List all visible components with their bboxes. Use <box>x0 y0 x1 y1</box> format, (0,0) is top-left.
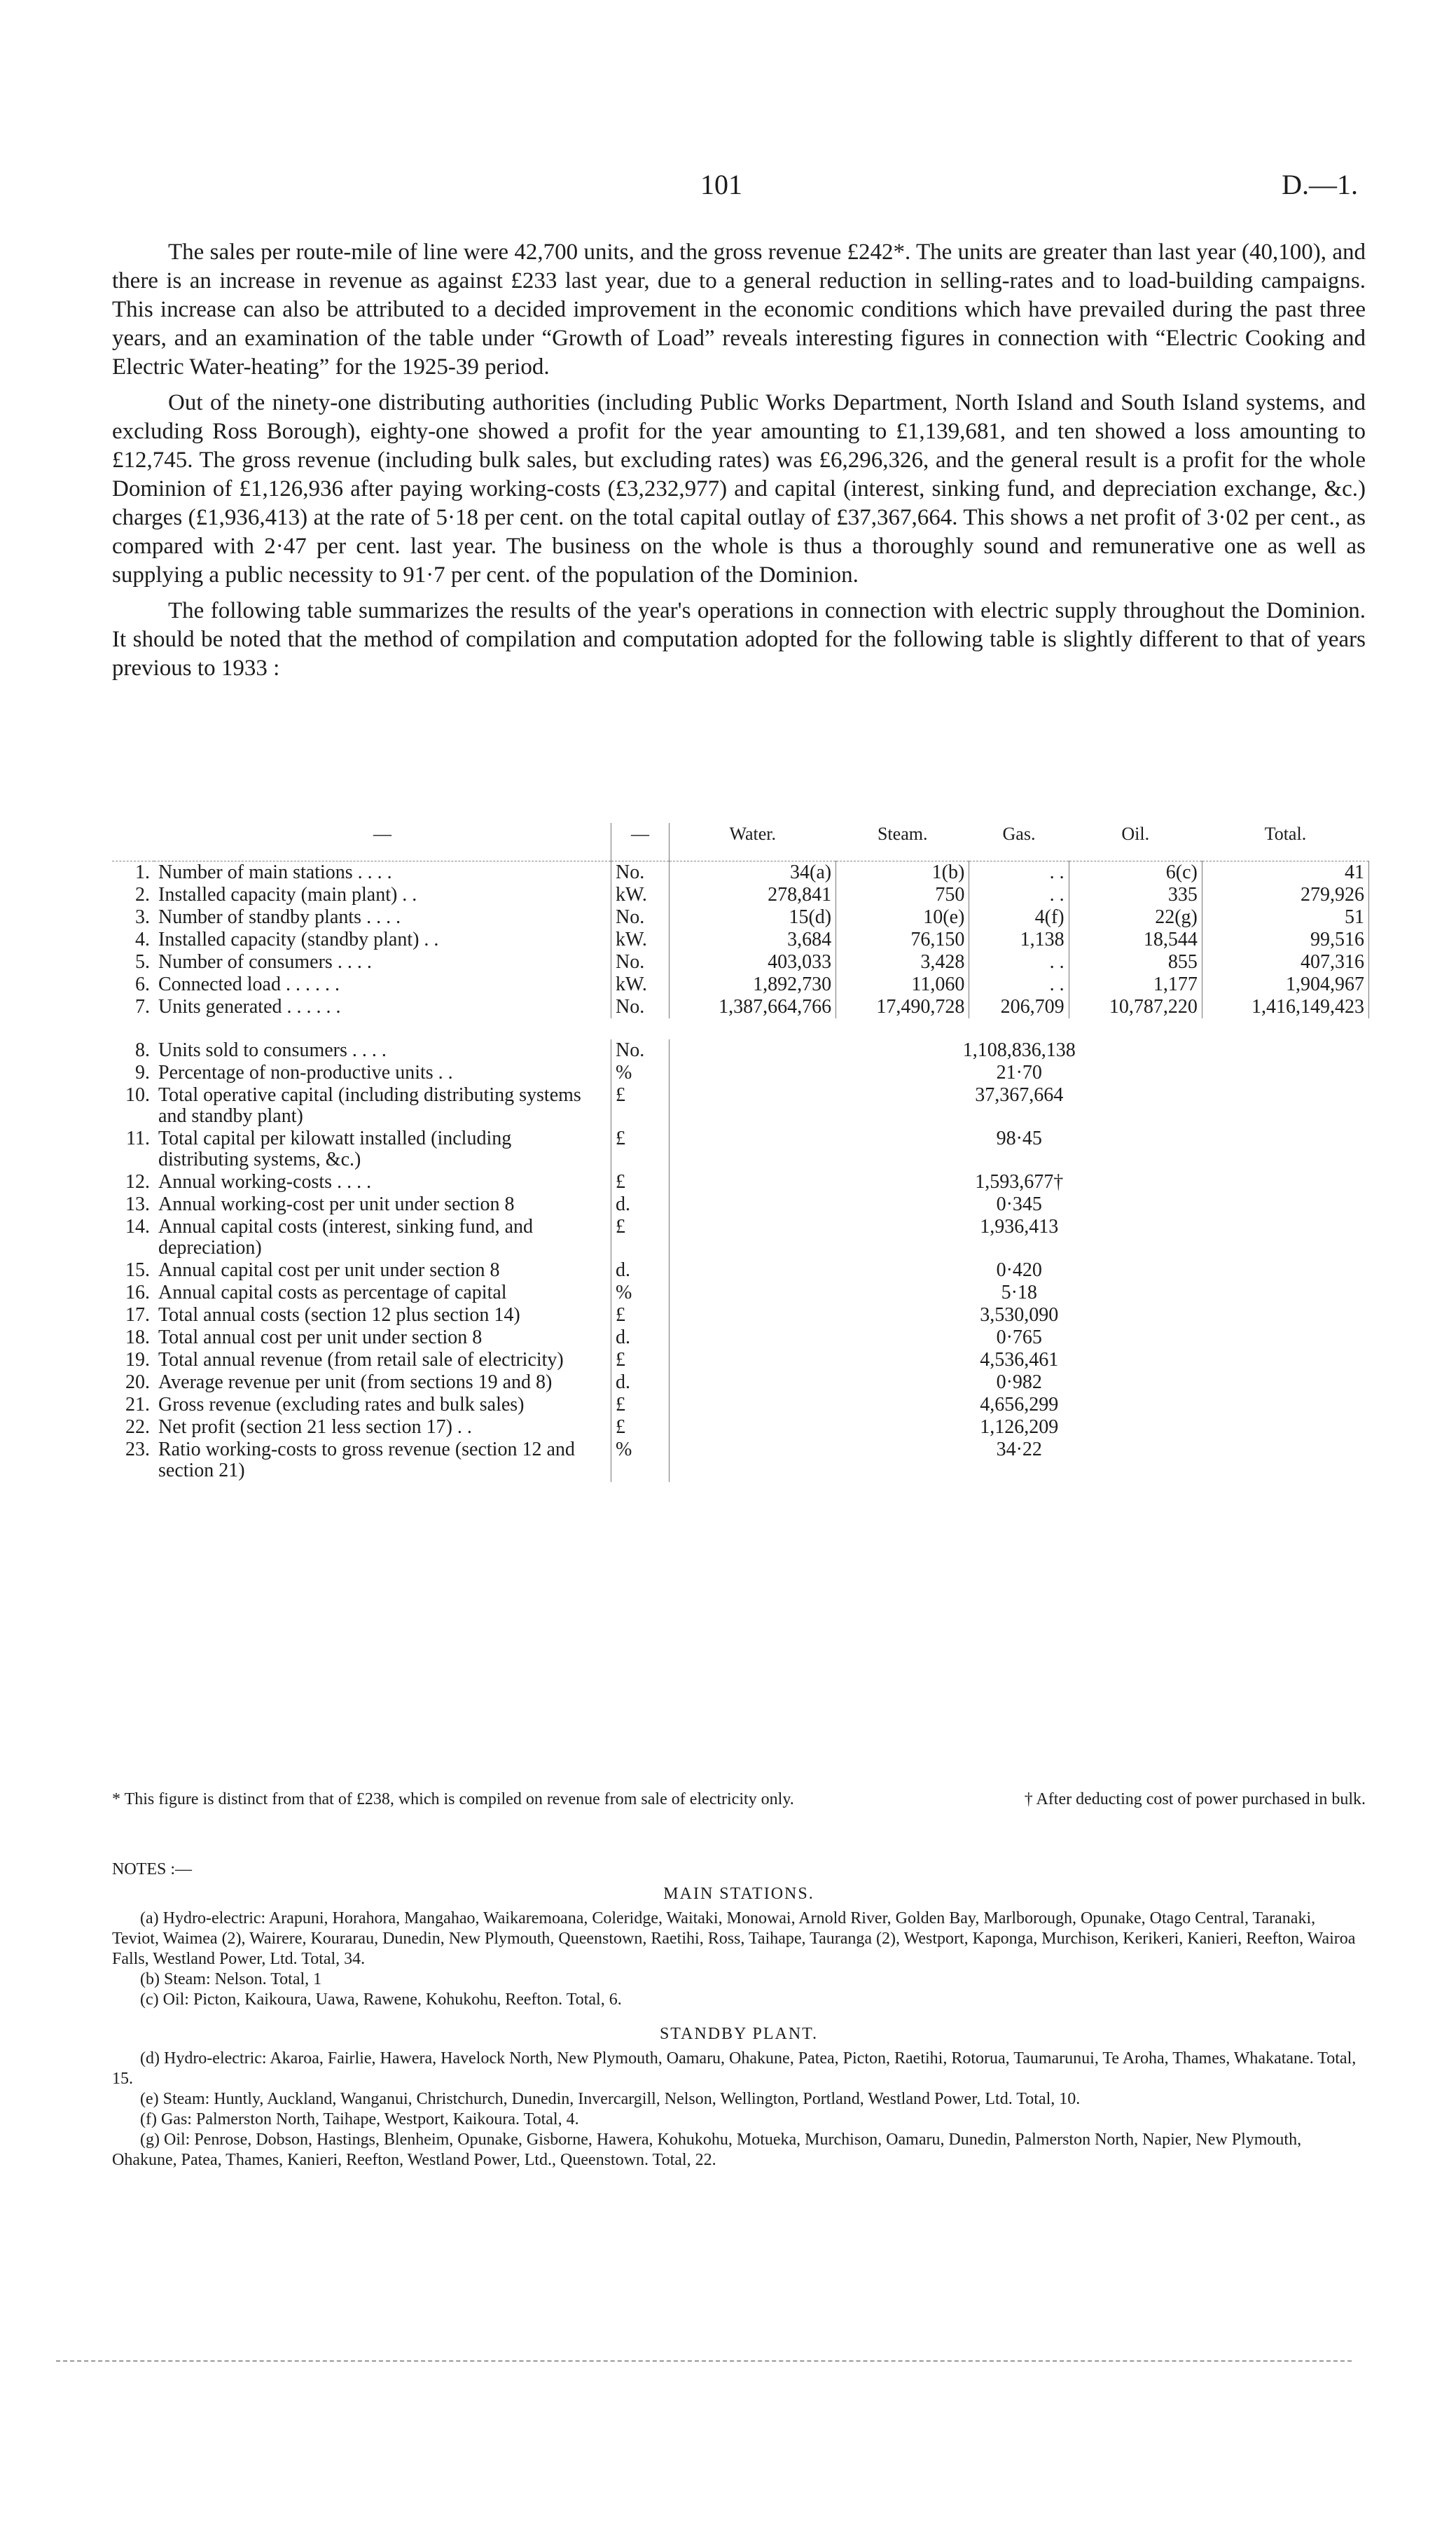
row-unit: No. <box>611 996 670 1018</box>
combined-value: 37,367,664 <box>975 1084 1064 1106</box>
document-reference: D.—1. <box>1282 169 1358 200</box>
table-row <box>112 1084 1369 1128</box>
row-number: 23. <box>125 1439 150 1460</box>
row-unit: No. <box>611 906 670 929</box>
row-label: Number of consumers . . . . <box>158 951 372 973</box>
combined-value: 21·70 <box>996 1062 1042 1083</box>
oil-value: 855 <box>1069 951 1202 974</box>
water-value: 34(a) <box>670 861 836 885</box>
row-label: Percentage of non-productive units . . <box>158 1062 453 1083</box>
table-row <box>112 1216 1369 1259</box>
row-unit: d. <box>611 1327 670 1349</box>
combined-value: 98·45 <box>996 1128 1042 1149</box>
row-unit: £ <box>611 1394 670 1416</box>
total-value: 41 <box>1202 861 1368 885</box>
table-row <box>112 1128 1369 1171</box>
row-number: 13. <box>125 1193 150 1215</box>
table-row <box>112 1193 1369 1216</box>
total-value: 407,316 <box>1202 951 1368 974</box>
table-row <box>112 1282 1369 1304</box>
col-header-unit: — <box>611 823 670 861</box>
col-header-water: Water. <box>670 823 836 861</box>
row-label: Average revenue per unit (from sections 19 and 8) <box>158 1371 553 1393</box>
water-value: 3,684 <box>670 929 836 951</box>
row-number: 20. <box>125 1371 150 1393</box>
row-number: 22. <box>125 1416 150 1438</box>
bottom-rule <box>56 2360 1352 2362</box>
water-value: 278,841 <box>670 884 836 906</box>
combined-value: 1,593,677† <box>975 1171 1064 1193</box>
oil-value: 1,177 <box>1069 974 1202 996</box>
combined-value: 5·18 <box>1001 1282 1037 1303</box>
col-header-total: Total. <box>1202 823 1368 861</box>
water-value: 403,033 <box>670 951 836 974</box>
row-number: 12. <box>125 1171 150 1193</box>
row-unit: £ <box>611 1349 670 1371</box>
row-label: Annual capital costs as percentage of capital <box>158 1282 507 1303</box>
row-label: Number of main stations . . . . <box>158 861 392 883</box>
col-header-gas: Gas. <box>969 823 1069 861</box>
row-number: 1. <box>135 861 150 883</box>
combined-value: 0·982 <box>996 1371 1042 1393</box>
steam-value: 750 <box>836 884 969 906</box>
row-label: Annual working-cost per unit under section 8 <box>158 1193 515 1215</box>
combined-value: 0·765 <box>996 1327 1042 1348</box>
total-value: 1,416,149,423 <box>1202 996 1368 1018</box>
row-label: Units sold to consumers . . . . <box>158 1039 387 1061</box>
oil-value: 6(c) <box>1069 861 1202 885</box>
row-label: Annual capital cost per unit under section 8 <box>158 1259 500 1281</box>
row-label: Total annual cost per unit under section 8 <box>158 1327 483 1348</box>
row-label: Annual capital costs (interest, sinking fund, and depreciation) <box>158 1216 533 1259</box>
row-unit: £ <box>611 1128 670 1171</box>
table-row <box>112 1171 1369 1193</box>
combined-value: 1,126,209 <box>980 1416 1059 1438</box>
page-header <box>0 168 1456 210</box>
row-unit: kW. <box>611 974 670 996</box>
row-unit: £ <box>611 1216 670 1259</box>
footnote-dagger: † After deducting cost of power purchased in bulk. <box>1024 1790 1366 1808</box>
summary-table <box>112 823 1369 1482</box>
water-value: 1,387,664,766 <box>670 996 836 1018</box>
steam-value: 17,490,728 <box>836 996 969 1018</box>
note-e: (e) Steam: Huntly, Auckland, Wanganui, Christchurch, Dunedin, Invercargill, Nelson, Wellington, Portland, Westland Power, Ltd. Total, 10. <box>140 2090 1081 2108</box>
row-unit: No. <box>611 861 670 885</box>
row-number: 4. <box>135 929 150 950</box>
table-row <box>112 1062 1369 1084</box>
col-header-oil: Oil. <box>1069 823 1202 861</box>
note-b: (b) Steam: Nelson. Total, 1 <box>140 1970 322 1988</box>
steam-value: 10(e) <box>836 906 969 929</box>
total-value: 279,926 <box>1202 884 1368 906</box>
table-row <box>112 1327 1369 1349</box>
row-label: Installed capacity (standby plant) . . <box>158 929 439 950</box>
combined-value: 4,656,299 <box>980 1394 1059 1415</box>
notes-label: NOTES :— <box>112 1860 192 1878</box>
row-label: Number of standby plants . . . . <box>158 906 401 928</box>
table-row <box>112 929 1369 951</box>
row-label: Total operative capital (including distributing systems and standby plant) <box>158 1084 581 1127</box>
table-row <box>112 1439 1369 1482</box>
footnote-star: * This figure is distinct from that of £238, which is compiled on revenue from sale of electricity only. † After deducting cost of power purchased in bulk. <box>112 1790 1366 1808</box>
note-c: (c) Oil: Picton, Kaikoura, Uawa, Rawene, Kohukohu, Reefton. Total, 6. <box>140 1990 622 2009</box>
steam-value: 1(b) <box>836 861 969 885</box>
page-number: 101 <box>700 169 742 200</box>
row-unit: d. <box>611 1259 670 1282</box>
paragraph: The sales per route-mile of line were 42,700 units, and the gross revenue £242*. The units are greater than last year (40,100), and there is an increase in revenue as against £233 last year, due to a general reduction in selling-rates and to load-building campaigns. This increase can also be attributed to a decided improvement in the economic conditions which have prevailed during the past three years, and an examination of the table under “Growth of Load” reveals interesting figures in connection with “Electric Cooking and Electric Water-heating” for the 1925-39 period. <box>112 240 1366 380</box>
standby-plant-heading: STANDBY PLANT. <box>659 2025 819 2043</box>
table-row <box>112 1304 1369 1327</box>
row-label: Net profit (section 21 less section 17) . . <box>158 1416 472 1438</box>
gas-value: 206,709 <box>969 996 1069 1018</box>
table-row <box>112 974 1369 996</box>
row-number: 21. <box>125 1394 150 1415</box>
oil-value: 22(g) <box>1069 906 1202 929</box>
steam-value: 3,428 <box>836 951 969 974</box>
table-row <box>112 1416 1369 1439</box>
table-row <box>112 1259 1369 1282</box>
row-number: 2. <box>135 884 150 906</box>
row-number: 10. <box>125 1084 150 1106</box>
row-number: 18. <box>125 1327 150 1348</box>
notes-section <box>112 1860 1366 2170</box>
table-row <box>112 906 1369 929</box>
main-stations-heading: MAIN STATIONS. <box>663 1885 814 1903</box>
note-g: (g) Oil: Penrose, Dobson, Hastings, Blenheim, Opunake, Gisborne, Hawera, Kohukohu, Motueka, Murchison, Oamaru, Dunedin, Palmerston North, Napier, New Plymouth, Ohakune, Patea, Thames, Kanieri, Reefton, Westland Power, Ltd., Queenstown. Total, 22. <box>112 2131 1302 2169</box>
row-label: Total annual revenue (from retail sale of electricity) <box>158 1349 564 1371</box>
combined-value: 0·420 <box>996 1259 1042 1281</box>
gas-value: . . <box>969 951 1069 974</box>
table-row <box>112 861 1369 885</box>
total-value: 51 <box>1202 906 1368 929</box>
row-label: Total annual costs (section 12 plus section 14) <box>158 1304 520 1326</box>
combined-value: 1,108,836,138 <box>962 1039 1076 1061</box>
row-unit: % <box>611 1062 670 1084</box>
row-label: Total capital per kilowatt installed (including distributing systems, &c.) <box>158 1128 512 1170</box>
table-row <box>112 1371 1369 1394</box>
row-number: 19. <box>125 1349 150 1371</box>
footnotes <box>112 1789 1366 1810</box>
table-row <box>112 1394 1369 1416</box>
row-unit: £ <box>611 1416 670 1439</box>
row-number: 17. <box>125 1304 150 1326</box>
row-unit: £ <box>611 1171 670 1193</box>
gas-value: . . <box>969 861 1069 885</box>
row-number: 14. <box>125 1216 150 1238</box>
row-number: 9. <box>135 1062 150 1083</box>
combined-value: 3,530,090 <box>980 1304 1059 1326</box>
table-row <box>112 996 1369 1018</box>
row-unit: kW. <box>611 929 670 951</box>
note-a: (a) Hydro-electric: Arapuni, Horahora, Mangahao, Waikaremoana, Coleridge, Waitaki, Monowai, Arnold River, Golden Bay, Marlborough, Opunake, Otago Central, Taranaki, Teviot, Waimea (2), Wairere, Kourarau, Dunedin, New Plymouth, Queenstown, Raetihi, Ross, Taihape, Tauranga (2), Westport, Kaponga, Murchison, Kerikeri, Kanieri, Reefton, Wairoa Falls, Westland Power, Ltd. Total, 34. <box>112 1909 1356 1968</box>
row-label: Installed capacity (main plant) . . <box>158 884 417 906</box>
gas-value: 1,138 <box>969 929 1069 951</box>
gas-value: . . <box>969 884 1069 906</box>
note-d: (d) Hydro-electric: Akaroa, Fairlie, Hawera, Havelock North, New Plymouth, Oamaru, Ohakune, Patea, Picton, Raetihi, Rotorua, Taumarunui, Te Aroha, Thames, Whakatane. Total, 15. <box>112 2049 1357 2088</box>
total-value: 99,516 <box>1202 929 1368 951</box>
row-label: Ratio working-costs to gross revenue (section 12 and section 21) <box>158 1439 575 1481</box>
table-row <box>112 951 1369 974</box>
gas-value: 4(f) <box>969 906 1069 929</box>
note-f: (f) Gas: Palmerston North, Taihape, Westport, Kaikoura. Total, 4. <box>140 2110 579 2128</box>
row-unit: No. <box>611 1039 670 1062</box>
paragraph: The following table summarizes the results of the year's operations in connection with electric supply throughout the Dominion. It should be noted that the method of compilation and computation adopted for the following table is slightly different to that of years previous to 1933 : <box>112 598 1366 681</box>
row-number: 6. <box>135 974 150 995</box>
row-label: Gross revenue (excluding rates and bulk sales) <box>158 1394 525 1415</box>
combined-value: 0·345 <box>996 1193 1042 1215</box>
row-number: 16. <box>125 1282 150 1303</box>
row-unit: No. <box>611 951 670 974</box>
total-value: 1,904,967 <box>1202 974 1368 996</box>
col-header-steam: Steam. <box>836 823 969 861</box>
table-row <box>112 1039 1369 1062</box>
table-row <box>112 1349 1369 1371</box>
row-number: 3. <box>135 906 150 928</box>
gas-value: . . <box>969 974 1069 996</box>
combined-value: 4,536,461 <box>980 1349 1059 1371</box>
body-text <box>112 238 1366 690</box>
row-number: 15. <box>125 1259 150 1281</box>
table-header-row <box>112 823 1369 861</box>
row-unit: £ <box>611 1084 670 1128</box>
water-value: 1,892,730 <box>670 974 836 996</box>
row-number: 7. <box>135 996 150 1018</box>
row-unit: d. <box>611 1371 670 1394</box>
combined-value: 1,936,413 <box>980 1216 1059 1238</box>
paragraph: Out of the ninety-one distributing authorities (including Public Works Department, North Island and South Island systems, and excluding Ross Borough), eighty-one showed a profit for the year amounting to £1,139,681, and ten showed a loss amounting to £12,745. The gross revenue (including bulk sales, but excluding rates) was £6,296,326, and the general result is a profit for the whole Dominion of £1,126,936 after paying working-costs (£3,232,977) and capital (interest, sinking fund, and depreciation exchange, &c.) charges (£1,936,413) at the rate of 5·18 per cent. on the total capital outlay of £37,367,664. This shows a net profit of 3·02 per cent., as compared with 2·47 per cent. last year. The business on the whole is thus a thoroughly sound and remunerative one as well as supplying a public necessity to 91·7 per cent. of the population of the Dominion. <box>112 390 1366 588</box>
water-value: 15(d) <box>670 906 836 929</box>
row-label: Units generated . . . . . . <box>158 996 341 1018</box>
row-number: 8. <box>135 1039 150 1061</box>
row-unit: d. <box>611 1193 670 1216</box>
oil-value: 335 <box>1069 884 1202 906</box>
table-row <box>112 884 1369 906</box>
oil-value: 10,787,220 <box>1069 996 1202 1018</box>
row-unit: % <box>611 1439 670 1482</box>
row-unit: % <box>611 1282 670 1304</box>
row-unit: £ <box>611 1304 670 1327</box>
steam-value: 76,150 <box>836 929 969 951</box>
combined-value: 34·22 <box>996 1439 1042 1460</box>
row-number: 5. <box>135 951 150 973</box>
row-label: Annual working-costs . . . . <box>158 1171 372 1193</box>
row-number: 11. <box>126 1128 150 1149</box>
oil-value: 18,544 <box>1069 929 1202 951</box>
row-label: Connected load . . . . . . <box>158 974 340 995</box>
col-header-item: — <box>154 823 611 861</box>
steam-value: 11,060 <box>836 974 969 996</box>
row-unit: kW. <box>611 884 670 906</box>
